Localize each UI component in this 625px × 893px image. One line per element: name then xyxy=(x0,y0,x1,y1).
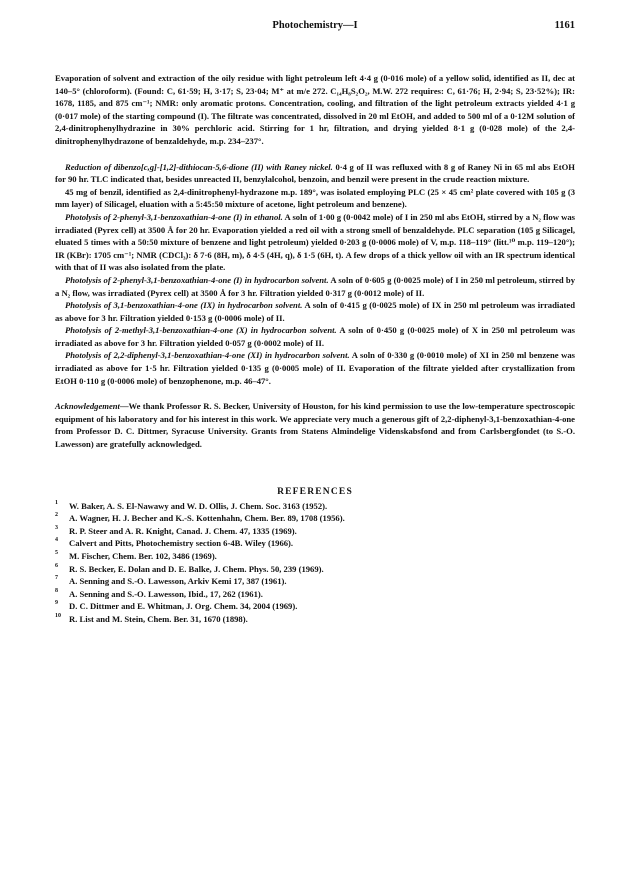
references-list xyxy=(55,500,575,626)
paragraph-body: A soln of 0·330 g (0·0010 mole) of XI in 250 ml benzene was irradiated as above for 1·5 hr. Filtration yielded 0·135 g (0·0005 mole) of II. Evaporation of the filtrate yielded after crystallization from EtOH 0·110 g (0·0006 mole) of benzophenone, m.p. 46–47°. xyxy=(55,350,575,386)
reference-item xyxy=(55,512,575,525)
paragraph-photolysis-hydrocarbon-i xyxy=(55,274,575,299)
paragraph-photolysis-ethanol xyxy=(55,211,575,274)
reference-item xyxy=(55,525,575,538)
reference-text: M. Fischer, Chem. Ber. 102, 3486 (1969). xyxy=(69,551,217,561)
reference-item xyxy=(55,563,575,576)
reference-number: 2 xyxy=(55,512,58,519)
references-section xyxy=(55,487,575,626)
acknowledgement-heading: Acknowledgement xyxy=(55,401,120,412)
page-number: 1161 xyxy=(554,20,575,31)
paragraph-heading: Reduction of dibenzo[c,g]-[1,2]-dithiocan-5,6-dione (II) with Raney nickel. xyxy=(65,161,333,172)
page-header xyxy=(55,20,575,36)
paragraph-benzil-isolation: 45 mg of benzil, identified as 2,4-dinitrophenyl-hydrazone m.p. 189°, was isolated employing PLC (25 × 45 cm² plate covered with 105 g (3 mm layer) of Silicagel, eluation with a 5:45:50 mixture of acetone, light petroleum and benzene). xyxy=(55,186,575,210)
reference-text: A. Senning and S.-O. Lawesson, Ibid., 17, 262 (1961). xyxy=(69,588,263,599)
reference-text: D. C. Dittmer and E. Whitman, J. Org. Chem. 34, 2004 (1969). xyxy=(69,601,298,612)
references-title: REFERENCES xyxy=(277,486,353,497)
reference-item xyxy=(55,537,575,550)
reference-number: 7 xyxy=(55,575,58,582)
paragraph-body: A soln of 1·00 g (0·0042 mole) of I in 250 ml abs EtOH, stirred by a N₂ flow was irradiated (Pyrex cell) at 3500 Å for 20 hr. Evaporation yielded a red oil with a strong smell of benzaldehyde. PLC separation (105 g Silicagel, eluated 5 times with a 50:50 mixture of benzene and light petroleum) yielded 0·203 g (0·0006 mole) of V, m.p. 118–119° (litt.¹⁰ m.p. 119–120°); IR (KBr): 1705 cm⁻¹; NMR (CDCl₃): δ 7·6 (8H, m), δ 4·5 (4H, q), δ 1·5 (6H, t). A few drops of a thick yellow oil with an IR spectrum identical with that of II was also isolated from the plate. xyxy=(55,211,575,273)
paragraph-evaporation: Evaporation of solvent and extraction of the oily residue with light petroleum left 4·4 g (0·016 mole) of a yellow solid, identified as II, dec at 140–5° (chloroform). (Found: C, 61·59; H, 3·17; S, 23·04; M⁺ at m/e 272. C₁₄H₈S₂O₂, M.W. 272 requires: C, 61·76; H, 2·94; S, 23·52%); IR: 1678, 1185, and 875 cm⁻¹; NMR: only aromatic protons. Concentration, cooling, and filtration of the light petroleum extracts yielded 4·1 g (0·017 mole) of the starting compound (I). The filtrate was concentrated, dissolved in 20 ml EtOH, and added to 500 ml of a 0·12M solution of 2,4-dinitrophenylhydrazine in 30% perchloric acid. Stirring for 1 hr, filtration, and drying yielded 8·1 g (0·028 mole) of the 2,4-dinitrophenylhydrazone of benzaldehyde, m.p. 234–237°. xyxy=(55,73,575,146)
journal-page xyxy=(55,20,575,626)
paragraph-heading: Photolysis of 2,2-diphenyl-3,1-benzoxathian-4-one (XI) in hydrocarbon solvent. xyxy=(65,350,350,361)
reference-number: 5 xyxy=(55,550,58,556)
paragraph-heading: Photolysis of 2-phenyl-3,1-benzoxathian-4-one (I) in ethanol. xyxy=(65,211,283,222)
paragraph-heading: Photolysis of 3,1-benzoxathian-4-one (IX) in hydrocarbon solvent. xyxy=(65,300,303,311)
reference-item xyxy=(55,588,575,601)
reference-number: 4 xyxy=(55,537,58,544)
paragraph-body: A soln of 0·415 g (0·0025 mole) of IX in 250 ml petroleum was irradiated as above for 3 hr. Filtration yielded 0·153 g (0·0006 mole) of II. xyxy=(55,300,575,323)
reference-number: 1 xyxy=(55,499,58,506)
reference-item xyxy=(55,613,575,626)
reference-text: R. List and M. Stein, Chem. Ber. 31, 1670 (1898). xyxy=(69,613,248,624)
paragraph-body: 0·4 g of II was refluxed with 8 g of Raney Ni in 65 ml abs EtOH for 90 hr. TLC indicated that, besides unreacted II, benzylalcohol, benzoin, and benzil were present in the crude reaction mixture. xyxy=(55,161,575,185)
acknowledgement xyxy=(55,400,575,450)
paragraph-photolysis-xi xyxy=(55,349,575,387)
paragraph-heading: Photolysis of 2-methyl-3,1-benzoxathian-4-one (X) in hydrocarbon solvent. xyxy=(65,325,337,336)
paragraph-photolysis-ix xyxy=(55,299,575,324)
running-title: Photochemistry—I xyxy=(272,20,358,31)
reference-item xyxy=(55,550,575,563)
reference-text: A. Senning and S.-O. Lawesson, Arkiv Kemi 17, 387 (1961). xyxy=(69,576,287,587)
reference-item xyxy=(55,500,575,513)
reference-number: 6 xyxy=(55,562,58,569)
reference-text: Calvert and Pitts, Photochemistry section 6-4B. Wiley (1966). xyxy=(69,538,294,549)
paragraph-raney-reduction xyxy=(55,161,575,186)
experimental-text xyxy=(55,72,575,451)
acknowledgement-body: —We thank Professor R. S. Becker, University of Houston, for his kind permission to use the low-temperature spectroscopic equipment of his laboratory and for his interest in this work. We appreciate very much a generous gift of 2,2-diphenyl-3,1-benzoxathian-4-one from Professor D. C. Dittmer, Syracuse University. Grants from Statens Almindelige Videnskabsfond and from Carlsbergfondet (to S.-O. Lawesson) are gratefully acknowledged. xyxy=(55,401,575,450)
paragraph-body: A soln of 0·605 g (0·0025 mole) of I in 250 ml petroleum, stirred by a N₂ flow, was irradiated (Pyrex cell) at 3500 Å for 3 hr. Filtration yielded 0·317 g (0·0012 mole) of II. xyxy=(55,274,576,298)
reference-text: W. Baker, A. S. El-Nawawy and W. D. Ollis, J. Chem. Soc. 3163 (1952). xyxy=(69,500,328,511)
reference-text: R. S. Becker, E. Dolan and D. E. Balke, J. Chem. Phys. 50, 239 (1969). xyxy=(69,563,324,574)
reference-item xyxy=(55,575,575,588)
reference-item xyxy=(55,600,575,613)
reference-text: A. Wagner, H. J. Becher and K.-S. Kottenhahn, Chem. Ber. 89, 1708 (1956). xyxy=(69,513,345,524)
reference-text: R. P. Steer and A. R. Knight, Canad. J. Chem. 47, 1335 (1969). xyxy=(69,525,297,536)
paragraph-photolysis-x xyxy=(55,324,575,349)
paragraph-heading: Photolysis of 2-phenyl-3,1-benzoxathian-4-one (I) in hydrocarbon solvent. xyxy=(65,274,329,285)
reference-number: 3 xyxy=(55,524,58,531)
reference-number: 10 xyxy=(55,612,61,619)
reference-number: 9 xyxy=(55,600,58,607)
paragraph-body: A soln of 0·450 g (0·0025 mole) of X in 250 ml petroleum was irradiated as above for 3 hr. Filtration yielded 0·057 g (0·0002 mole) of II. xyxy=(55,325,575,348)
reference-number: 8 xyxy=(55,587,58,594)
